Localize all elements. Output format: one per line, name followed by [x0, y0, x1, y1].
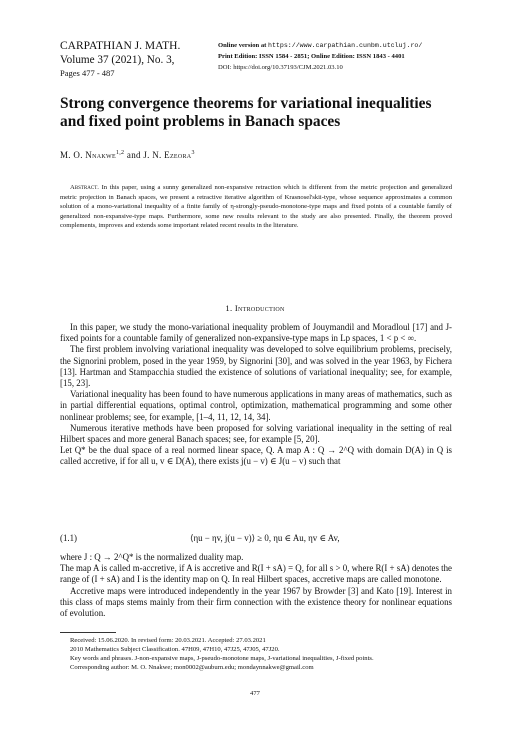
journal-info [218, 40, 422, 73]
author-1: M. O. Nnakwe [60, 150, 116, 160]
equation-number: (1.1) [60, 533, 78, 543]
author-2-affil: 3 [191, 150, 195, 156]
paragraph-8: Accretive maps were introduced independently in the year 1967 by Browder [3] and Kato [19]. Interest in this class of maps stems mainly from their firm connection with the existence theory for nonlinear equations of evolution. [60, 585, 452, 619]
online-url[interactable]: https://www.carpathian.cunbm.utcluj.ro/ [268, 42, 423, 49]
page-number: 477 [250, 690, 260, 697]
journal-pages: Pages 477 - 487 [60, 68, 115, 78]
author-line: M. O. Nnakwe$^{1,2}$ and J. N. Ezeora$^3$ [60, 150, 195, 160]
paragraph-3: Variational inequality has been found to have numerous applications in many areas of mathematics, such as in partial differential equations, optimal control, optimization, mathematical programming and some other nonlinear problems; see, for example, [1–4, 11, 12, 14, 34]. [60, 389, 452, 422]
abstract [60, 183, 452, 231]
paragraph-6: where J : Q → 2^Q* is the normalized duality map. [60, 552, 244, 562]
section-heading: 1. Introduction [225, 303, 285, 313]
footnote-received: Received: 15.06.2020. In revised form: 20.03.2021. Accepted: 27.03.2021 [70, 637, 266, 644]
journal-volume: Volume 37 (2021), No. 3, [60, 53, 175, 66]
intro-body-2 [60, 552, 452, 619]
footnote-keywords: Key words and phrases. J-non-expansive maps, J-pseudo-monotone maps, J-variational inequalities, J-fixed points. [70, 655, 374, 663]
equation-formula: ⟨ηu − ηv, j(u − v)⟩ ≥ 0, ηu ∈ Au, ηv ∈ Av, [190, 533, 340, 543]
intro-body [60, 322, 452, 468]
issn-line: Print Edition: ISSN 1584 - 2851; Online Edition: ISSN 1843 - 4401 [218, 53, 405, 60]
author-2: J. N. Ezeora [143, 150, 192, 160]
paragraph-5: Let Q* be the dual space of a real normed linear space, Q. A map A : Q → 2^Q with domain D(A) in Q is called accretive, if for all u, v ∈ D(A), there exists j(u − v) ∈ J(u − v) such that [60, 445, 452, 467]
paragraph-1: In this paper, we study the mono-variational inequality problem of Jouymandil and Moradloul [17] and J-fixed points for a countable family of generalized non-expansive-type maps in Lp spaces, 1 < p < ∞. [60, 322, 452, 344]
abstract-text: In this paper, using a sunny generalized non-expansive retraction which is different from the metric projection and generalized metric projection in Banach spaces, we present a retractive iterative algorithm of Krasnosel'skii-type, whose sequence approximates a common solution of a mono-variational inequality of a finite family of η-strongly-pseudo-monotone-type maps and fixed points of a countable family of generalized non-expansive-type maps. Furthermore, some new results relevant to the study are also presented. Finally, the theorem proved complements, improves and extends some important related recent results in the literature. [60, 184, 452, 229]
paragraph-7: The map A is called m-accretive, if A is accretive and R(I + sA) = Q, for all s > 0, where R(I + sA) denotes the range of (I + sA) and I is the identity map on Q. In real Hilbert spaces, accretive maps are called monotone. [60, 563, 452, 585]
paper-title: Strong convergence theorems for variational inequalities and fixed point problems in Banach spaces [60, 95, 432, 130]
online-label: Online version at [218, 42, 267, 49]
paragraph-4: Numerous iterative methods have been proposed for solving variational inequality in the setting of real Hilbert spaces and more general Banach spaces; see, for example [5, 20]. [60, 422, 452, 445]
footnotes [60, 636, 374, 672]
abstract-label: Abstract. [70, 184, 99, 191]
footnote-corresponding: Corresponding author: M. O. Nnakwe; mon0002@auburn.edu; mondaynnakwe@gmail.com [70, 664, 314, 672]
journal-name: CARPATHIAN J. MATH. [60, 40, 181, 52]
doi-line[interactable]: DOI: https://doi.org/10.37193/CJM.2021.03.10 [218, 64, 343, 71]
journal-header [60, 40, 180, 81]
author-1-affil: 1,2 [115, 150, 125, 156]
footnote-rule [60, 632, 116, 633]
paragraph-2: The first problem involving variational inequality was developed to solve equilibrium problems, precisely, the Signorini problem, posed in the year 1959, by Signorini [30], and was solved in the year 1963, by Fichera [13]. Hartman and Stampacchia studied the existence of solutions of variational inequality; see, for example, [15, 23]. [60, 344, 452, 389]
footnote-msc: 2010 Mathematics Subject Classification. 47H09, 47H10, 47J25, 47J05, 47J20. [70, 646, 280, 654]
